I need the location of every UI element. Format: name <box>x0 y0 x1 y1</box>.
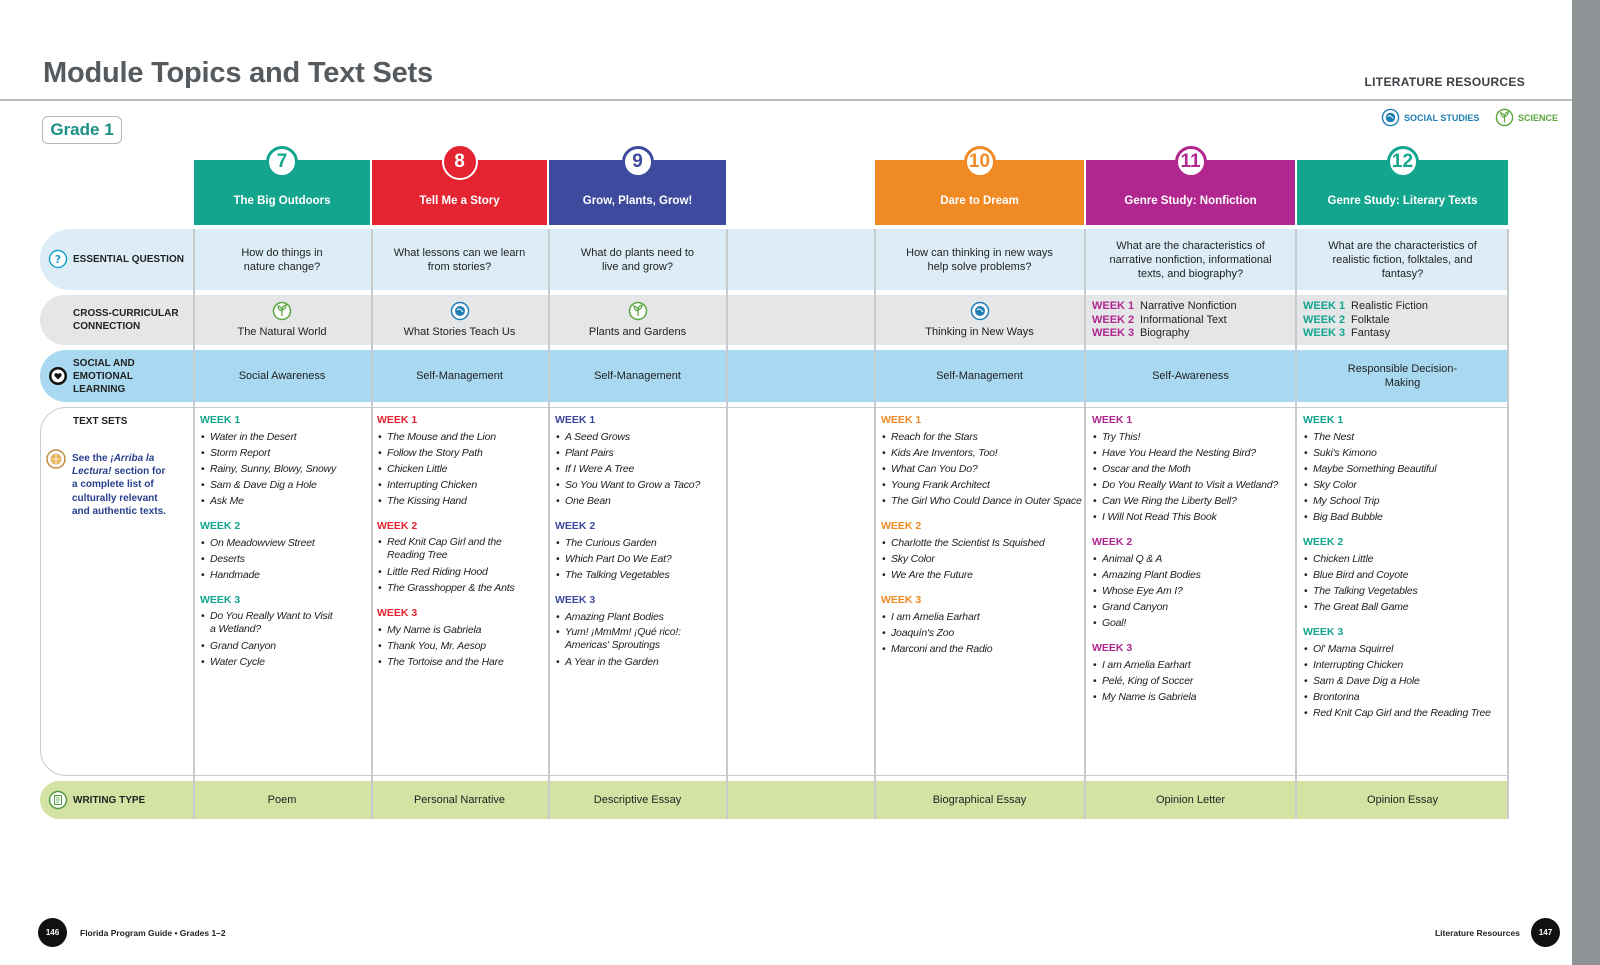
text-title: • Try This! <box>1092 429 1294 445</box>
text-title: • Red Knit Cap Girl and the Reading Tree <box>1303 705 1507 721</box>
module-topic: Genre Study: Literary Texts <box>1327 195 1478 207</box>
text-title: • Follow the Story Path <box>377 445 545 461</box>
column-divider <box>1295 229 1297 819</box>
week-block <box>555 520 725 583</box>
genre-name: Narrative Nonfiction <box>1140 300 1237 312</box>
page-number-right: 147 <box>1531 918 1560 947</box>
text-title: • A Year in the Garden <box>555 654 725 670</box>
essential-question-text: What lessons can we learn from stories? <box>393 246 526 273</box>
footer-left-text: Florida Program Guide • Grades 1–2 <box>80 928 226 938</box>
text-title: • Brontorina <box>1303 689 1507 705</box>
week-label: WEEK 2 <box>200 520 241 532</box>
text-sets-cell <box>1303 414 1507 732</box>
text-title: • Young Frank Architect <box>881 477 1083 493</box>
see-note-suffix: section for a complete list of culturally relevant and authentic texts. <box>72 466 166 517</box>
text-title: • Animal Q & A <box>1092 551 1294 567</box>
module-11-header <box>1086 151 1295 225</box>
text-title: • My Name is Gabriela <box>1092 689 1294 705</box>
text-title: • Kids Are Inventors, Too! <box>881 445 1083 461</box>
text-title: • Which Part Do We Eat? <box>555 551 725 567</box>
footer-right-text: Literature Resources <box>1434 928 1520 938</box>
week-block <box>555 414 725 509</box>
week-label: WEEK 2 <box>881 520 922 532</box>
cross-curricular-cell <box>549 301 726 338</box>
text-title: • Grand Canyon <box>200 638 370 654</box>
text-title: • My Name is Gabriela <box>377 622 545 638</box>
text-title: • On Meadowview Street <box>200 535 370 551</box>
essential-question-text: How can thinking in new ways help solve problems? <box>906 246 1053 273</box>
genre-weeks <box>1303 300 1428 341</box>
cross-curricular-cell <box>372 301 547 338</box>
social-studies-globe-icon <box>970 301 990 321</box>
week-block <box>200 414 370 509</box>
connection-text: The Natural World <box>237 326 327 338</box>
genre-name: Fantasy <box>1351 327 1391 339</box>
sel-cell: Social Awareness <box>238 370 326 382</box>
page-title: Module Topics and Text Sets <box>43 57 433 89</box>
text-title: • Blue Bird and Coyote <box>1303 567 1507 583</box>
text-title: • A Seed Grows <box>555 429 725 445</box>
text-title: • Yum! ¡MmMm! ¡Qué rico!: Americas' Sproutings <box>555 625 695 654</box>
text-title: • The Tortoise and the Hare <box>377 654 545 670</box>
week-block <box>881 414 1083 509</box>
week-block <box>1303 626 1507 721</box>
cross-curricular-cell <box>194 301 370 338</box>
page-number-left: 146 <box>38 918 67 947</box>
week-label: WEEK 2 <box>1303 536 1344 548</box>
column-divider <box>1507 229 1509 819</box>
text-title: • Can We Ring the Liberty Bell? <box>1092 493 1294 509</box>
arriba-la-lectura-link: ¡Arriba la Lectura! <box>72 453 155 478</box>
text-sets-cell <box>1092 414 1294 716</box>
week-block <box>1092 642 1294 705</box>
book-globe-icon <box>46 449 66 469</box>
text-sets-cell <box>377 414 545 681</box>
heart-chat-icon <box>48 366 68 386</box>
question-mark-icon <box>48 249 68 269</box>
essential-question-text: How do things in nature change? <box>241 246 323 273</box>
week-block <box>555 594 725 670</box>
title-divider <box>0 99 1572 101</box>
see-arriba-note <box>72 452 172 518</box>
text-title: • Ask Me <box>200 493 370 509</box>
text-title: • Interrupting Chicken <box>377 477 545 493</box>
genre-week-row <box>1092 300 1237 314</box>
module-number: 8 <box>444 146 476 178</box>
genre-name: Biography <box>1140 327 1190 339</box>
week-label: WEEK 3 <box>200 594 241 606</box>
module-topic: Dare to Dream <box>940 195 1019 207</box>
legend-science <box>1495 108 1558 127</box>
text-title: • Charlotte the Scientist Is Squished <box>881 535 1083 551</box>
text-title: • One Bean <box>555 493 725 509</box>
text-title: • Reach for the Stars <box>881 429 1083 445</box>
text-title: • Storm Report <box>200 445 370 461</box>
text-title: • The Kissing Hand <box>377 493 545 509</box>
column-divider <box>726 229 728 819</box>
writing-type-cell: Biographical Essay <box>932 794 1027 806</box>
text-title: • Whose Eye Am I? <box>1092 583 1294 599</box>
text-title: • Chicken Little <box>1303 551 1507 567</box>
sel-cell: Self-Awareness <box>1152 370 1229 382</box>
genre-week-row <box>1092 314 1237 328</box>
cross-curricular-cell <box>875 301 1084 338</box>
text-title: • Sam & Dave Dig a Hole <box>1303 673 1507 689</box>
sel-cell <box>1297 350 1508 402</box>
text-title: • Goal! <box>1092 615 1294 631</box>
see-note-prefix: See the <box>72 453 111 464</box>
page-gutter <box>1572 0 1600 965</box>
text-title: • Water Cycle <box>200 654 370 670</box>
week-label: WEEK 2 <box>555 520 596 532</box>
week-label: WEEK 1 <box>555 414 596 426</box>
week-block <box>377 520 545 596</box>
week-block <box>1303 414 1507 525</box>
science-leaf-icon <box>628 301 648 321</box>
module-topic: Grow, Plants, Grow! <box>582 195 693 207</box>
essential-question <box>372 229 547 290</box>
week-label: WEEK 1 <box>881 414 922 426</box>
social-studies-globe-icon <box>450 301 470 321</box>
text-title: • Little Red Riding Hood <box>377 564 545 580</box>
legend-science-label: SCIENCE <box>1518 112 1559 123</box>
essential-question <box>1086 229 1295 290</box>
week-label: WEEK 1 <box>1303 300 1346 312</box>
science-leaf-icon <box>1495 108 1514 127</box>
week-block <box>881 594 1083 657</box>
week-block <box>1092 536 1294 631</box>
essential-question <box>875 229 1084 290</box>
text-sets-cell <box>881 414 1083 668</box>
week-label: WEEK 1 <box>377 414 418 426</box>
connection-text: Plants and Gardens <box>588 326 687 338</box>
text-title: • Amazing Plant Bodies <box>1092 567 1294 583</box>
text-title: • Sky Color <box>881 551 1083 567</box>
module-7-header <box>194 151 370 225</box>
column-divider <box>1084 229 1086 819</box>
genre-name: Folktale <box>1351 313 1390 326</box>
text-title: • We Are the Future <box>881 567 1083 583</box>
module-8-header <box>372 151 547 225</box>
week-block <box>1092 414 1294 525</box>
text-sets-label: TEXT SETS <box>73 416 128 427</box>
text-sets-cell <box>555 414 725 681</box>
text-title: • Handmade <box>200 567 370 583</box>
week-block <box>881 520 1083 583</box>
essential-question-label: ESSENTIAL QUESTION <box>73 254 184 265</box>
text-title: • Red Knit Cap Girl and the Reading Tree <box>377 535 517 564</box>
text-title: • I am Amelia Earhart <box>1092 657 1294 673</box>
module-topic: Genre Study: Nonfiction <box>1124 195 1257 207</box>
text-title: • Plant Pairs <box>555 445 725 461</box>
writing-type-label: WRITING TYPE <box>73 795 146 806</box>
week-label: WEEK 2 <box>377 520 418 532</box>
sel-cell: Self-Management <box>416 370 503 382</box>
essential-question <box>549 229 726 290</box>
essential-question <box>194 229 370 290</box>
week-block <box>200 594 370 670</box>
module-number: 12 <box>1387 146 1419 178</box>
text-title: • My School Trip <box>1303 493 1507 509</box>
module-number: 10 <box>964 146 996 178</box>
genre-name: Realistic Fiction <box>1351 300 1429 312</box>
module-number: 7 <box>266 146 298 178</box>
genre-week-row <box>1303 327 1428 341</box>
sel-cell: Self-Management <box>594 370 681 382</box>
module-9-header <box>549 151 726 225</box>
text-title: • Grand Canyon <box>1092 599 1294 615</box>
connection-text: What Stories Teach Us <box>403 326 516 338</box>
text-title: • So You Want to Grow a Taco? <box>555 477 725 493</box>
text-title: • The Nest <box>1303 429 1507 445</box>
week-label: WEEK 2 <box>1303 313 1346 326</box>
week-block <box>200 520 370 583</box>
text-title: • The Mouse and the Lion <box>377 429 545 445</box>
essential-question-text: What are the characteristics of narrative nonfiction, informational texts, and biography? <box>1109 239 1272 280</box>
text-title: • Chicken Little <box>377 461 545 477</box>
cross-curricular-label: CROSS-CURRICULAR CONNECTION <box>73 308 179 332</box>
essential-question-text: What are the characteristics of realistic fiction, folktales, and fantasy? <box>1328 239 1477 280</box>
module-topic: The Big Outdoors <box>233 195 331 207</box>
text-title: • The Talking Vegetables <box>555 567 725 583</box>
section-tag: LITERATURE RESOURCES <box>1364 75 1525 89</box>
connection-text: Thinking in New Ways <box>925 326 1034 338</box>
text-title: • The Curious Garden <box>555 535 725 551</box>
week-label: WEEK 2 <box>1092 313 1135 326</box>
text-title: • The Great Ball Game <box>1303 599 1507 615</box>
week-label: WEEK 1 <box>200 414 241 426</box>
week-label: WEEK 3 <box>1303 327 1346 339</box>
social-studies-globe-icon <box>1381 108 1400 127</box>
week-label: WEEK 3 <box>555 594 596 606</box>
text-title: • Suki's Kimono <box>1303 445 1507 461</box>
text-title: • Oscar and the Moth <box>1092 461 1294 477</box>
week-label: WEEK 1 <box>1303 414 1344 426</box>
text-title: • Water in the Desert <box>200 429 370 445</box>
sel-cell: Self-Management <box>936 370 1023 382</box>
pencil-notebook-icon <box>48 790 68 810</box>
text-title: • Sky Color <box>1303 477 1507 493</box>
genre-name: Informational Text <box>1140 313 1227 326</box>
text-title: • The Talking Vegetables <box>1303 583 1507 599</box>
text-title: • Sam & Dave Dig a Hole <box>200 477 370 493</box>
text-sets-cell <box>200 414 370 681</box>
writing-type-cell: Descriptive Essay <box>593 794 682 806</box>
text-title: • Joaquín's Zoo <box>881 625 1083 641</box>
text-title: • Interrupting Chicken <box>1303 657 1507 673</box>
genre-week-row <box>1092 327 1237 341</box>
genre-week-row <box>1303 314 1428 328</box>
svg-text:?: ? <box>54 253 62 266</box>
legend-social-studies-label: SOCIAL STUDIES <box>1404 112 1480 123</box>
writing-type-cell: Opinion Letter <box>1155 794 1226 806</box>
module-12-header <box>1297 151 1508 225</box>
genre-weeks <box>1092 300 1237 341</box>
sel-text: Responsible Decision-Making <box>1347 363 1458 389</box>
module-topic: Tell Me a Story <box>419 195 500 207</box>
text-title: • The Grasshopper & the Ants <box>377 580 545 596</box>
text-title: • Deserts <box>200 551 370 567</box>
week-label: WEEK 3 <box>881 594 922 606</box>
text-title: • Amazing Plant Bodies <box>555 609 725 625</box>
genre-week-row <box>1303 300 1428 314</box>
week-block <box>1303 536 1507 615</box>
week-label: WEEK 1 <box>1092 414 1133 426</box>
week-label: WEEK 3 <box>377 607 418 619</box>
text-title: • Have You Heard the Nesting Bird? <box>1092 445 1294 461</box>
text-title: • Rainy, Sunny, Blowy, Snowy <box>200 461 370 477</box>
text-title: • Thank You, Mr. Aesop <box>377 638 545 654</box>
module-number: 11 <box>1175 146 1207 178</box>
text-title: • The Girl Who Could Dance in Outer Space <box>881 493 1083 509</box>
essential-question-text: What do plants need to live and grow? <box>580 246 695 273</box>
text-title: • I Will Not Read This Book <box>1092 509 1294 525</box>
text-title: • If I Were A Tree <box>555 461 725 477</box>
week-label: WEEK 3 <box>1092 642 1133 654</box>
text-title: • Pelé, King of Soccer <box>1092 673 1294 689</box>
sel-label: SOCIAL AND EMOTIONAL LEARNING <box>73 358 135 395</box>
legend-social-studies <box>1381 108 1479 127</box>
text-title: • Maybe Something Beautiful <box>1303 461 1507 477</box>
text-title: • Marconi and the Radio <box>881 641 1083 657</box>
writing-type-cell: Poem <box>267 794 297 806</box>
week-label: WEEK 3 <box>1092 327 1135 339</box>
week-label: WEEK 3 <box>1303 626 1344 638</box>
text-title: • What Can You Do? <box>881 461 1083 477</box>
module-10-header <box>875 151 1084 225</box>
writing-type-cell: Personal Narrative <box>413 794 506 806</box>
writing-type-cell: Opinion Essay <box>1367 794 1438 806</box>
text-title: • I am Amelia Earhart <box>881 609 1083 625</box>
essential-question <box>1297 229 1508 290</box>
week-label: WEEK 2 <box>1092 536 1133 548</box>
grade-badge: Grade 1 <box>42 116 122 144</box>
text-title: • Ol' Mama Squirrel <box>1303 641 1507 657</box>
module-number: 9 <box>622 146 654 178</box>
text-title: • Big Bad Bubble <box>1303 509 1507 525</box>
week-block <box>377 414 545 509</box>
science-leaf-icon <box>272 301 292 321</box>
text-title: • Do You Really Want to Visit a Wetland? <box>200 609 335 638</box>
week-block <box>377 607 545 670</box>
week-label: WEEK 1 <box>1092 300 1135 312</box>
text-title: • Do You Really Want to Visit a Wetland? <box>1092 477 1294 493</box>
